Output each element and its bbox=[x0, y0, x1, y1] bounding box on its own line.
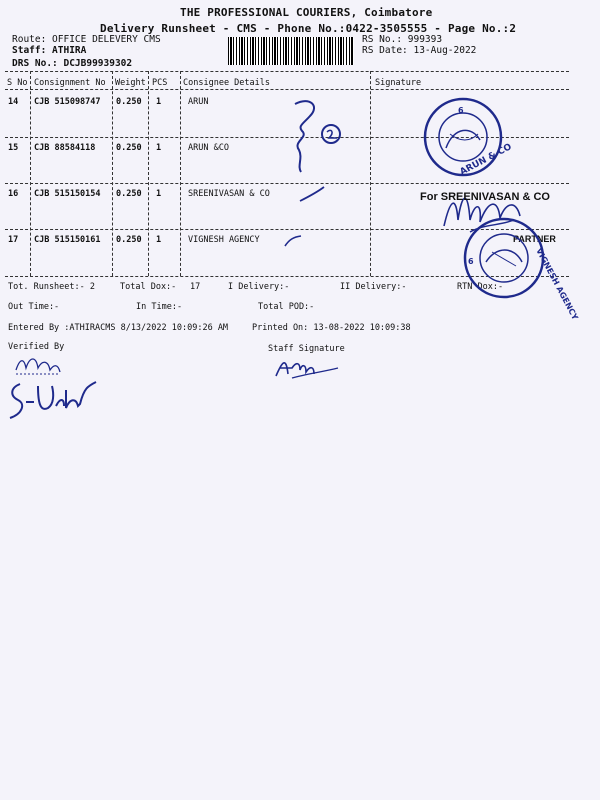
row-consignee: VIGNESH AGENCY bbox=[188, 235, 260, 245]
total-pod: Total POD:- bbox=[258, 302, 315, 312]
tick-mark-17 bbox=[283, 234, 303, 248]
staff-signature bbox=[272, 354, 342, 380]
row-consignee: ARUN &CO bbox=[188, 143, 229, 153]
row-pcs: 1 bbox=[156, 143, 162, 153]
route: Route: OFFICE DELEVERY CMS bbox=[12, 34, 161, 45]
out-time: Out Time:- bbox=[8, 302, 60, 312]
header-sno: S No bbox=[7, 78, 28, 88]
rtn-dox: RTN Dox:- bbox=[457, 282, 504, 292]
in-time: In Time:- bbox=[136, 302, 183, 312]
total-dox-value: 17 bbox=[190, 282, 201, 292]
row-consignment: CJB 88584118 bbox=[34, 143, 96, 153]
table-top-rule bbox=[5, 71, 569, 72]
drs-number: DRS No.: DCJB99939302 bbox=[12, 58, 133, 69]
row-consignee: ARUN bbox=[188, 97, 209, 107]
company-title: THE PROFESSIONAL COURIERS, Coimbatore bbox=[180, 6, 433, 19]
header-consignment: Consignment No bbox=[34, 78, 106, 88]
row-pcs: 1 bbox=[156, 97, 162, 107]
header-signature: Signature bbox=[375, 78, 422, 88]
row-consignee: SREENIVASAN & CO bbox=[188, 189, 270, 199]
table-header-rule bbox=[5, 89, 569, 90]
i-delivery: I Delivery:- bbox=[228, 282, 290, 292]
header-consignee: Consignee Details bbox=[183, 78, 270, 88]
col-divider bbox=[370, 71, 371, 276]
barcode bbox=[228, 37, 354, 65]
header-pcs: PCS bbox=[152, 78, 168, 88]
row-consignment: CJB 515098747 bbox=[34, 97, 101, 107]
row-consignment: CJB 515150154 bbox=[34, 189, 101, 199]
svg-text:ARUN & CO: ARUN & CO bbox=[458, 142, 514, 178]
tick-mark-16 bbox=[298, 185, 328, 205]
total-dox: Total Dox:- bbox=[120, 282, 177, 292]
staff-signature-label: Staff Signature bbox=[268, 344, 345, 354]
row-weight: 0.250 bbox=[116, 235, 142, 245]
verifier-scribble bbox=[12, 350, 62, 378]
row-sno: 15 bbox=[8, 143, 19, 153]
arun-co-stamp bbox=[420, 96, 514, 178]
row-weight: 0.250 bbox=[116, 143, 142, 153]
rs-date: RS Date: 13-Aug-2022 bbox=[362, 45, 477, 56]
col-divider bbox=[148, 71, 149, 276]
svg-text:6: 6 bbox=[468, 257, 474, 266]
svg-text:VIGNESH AGENCY: VIGNESH AGENCY bbox=[534, 246, 580, 322]
row-pcs: 1 bbox=[156, 189, 162, 199]
verifier-signature bbox=[6, 378, 102, 426]
staff: Staff: ATHIRA bbox=[12, 45, 87, 56]
entered-by: Entered By :ATHIRACMS 8/13/2022 10:09:26 AM bbox=[8, 323, 229, 333]
handwritten-question-mark bbox=[285, 96, 355, 176]
row-sno: 14 bbox=[8, 97, 19, 107]
row-sno: 17 bbox=[8, 235, 19, 245]
total-runsheet: Tot. Runsheet:- 2 bbox=[8, 282, 95, 292]
row-consignment: CJB 515150161 bbox=[34, 235, 101, 245]
runsheet-subtitle: Delivery Runsheet - CMS - Phone No.:0422-3505555 - Page No.:2 bbox=[100, 22, 517, 35]
vignesh-agency-stamp bbox=[458, 216, 580, 322]
row-sno: 16 bbox=[8, 189, 19, 199]
col-divider bbox=[112, 71, 113, 276]
header-weight: Weight bbox=[115, 78, 146, 88]
verified-by-label: Verified By bbox=[8, 342, 65, 352]
svg-text:6: 6 bbox=[458, 106, 464, 115]
ii-delivery: II Delivery:- bbox=[340, 282, 407, 292]
row-pcs: 1 bbox=[156, 235, 162, 245]
col-divider bbox=[30, 71, 31, 276]
row-weight: 0.250 bbox=[116, 97, 142, 107]
printed-on: Printed On: 13-08-2022 10:09:38 bbox=[252, 323, 411, 333]
col-divider bbox=[180, 71, 181, 276]
row-weight: 0.250 bbox=[116, 189, 142, 199]
rs-number: RS No.: 999393 bbox=[362, 34, 443, 45]
company-stamp-text: For SREENIVASAN & CO bbox=[420, 191, 550, 203]
partner-stamp-text: PARTNER bbox=[513, 234, 556, 244]
